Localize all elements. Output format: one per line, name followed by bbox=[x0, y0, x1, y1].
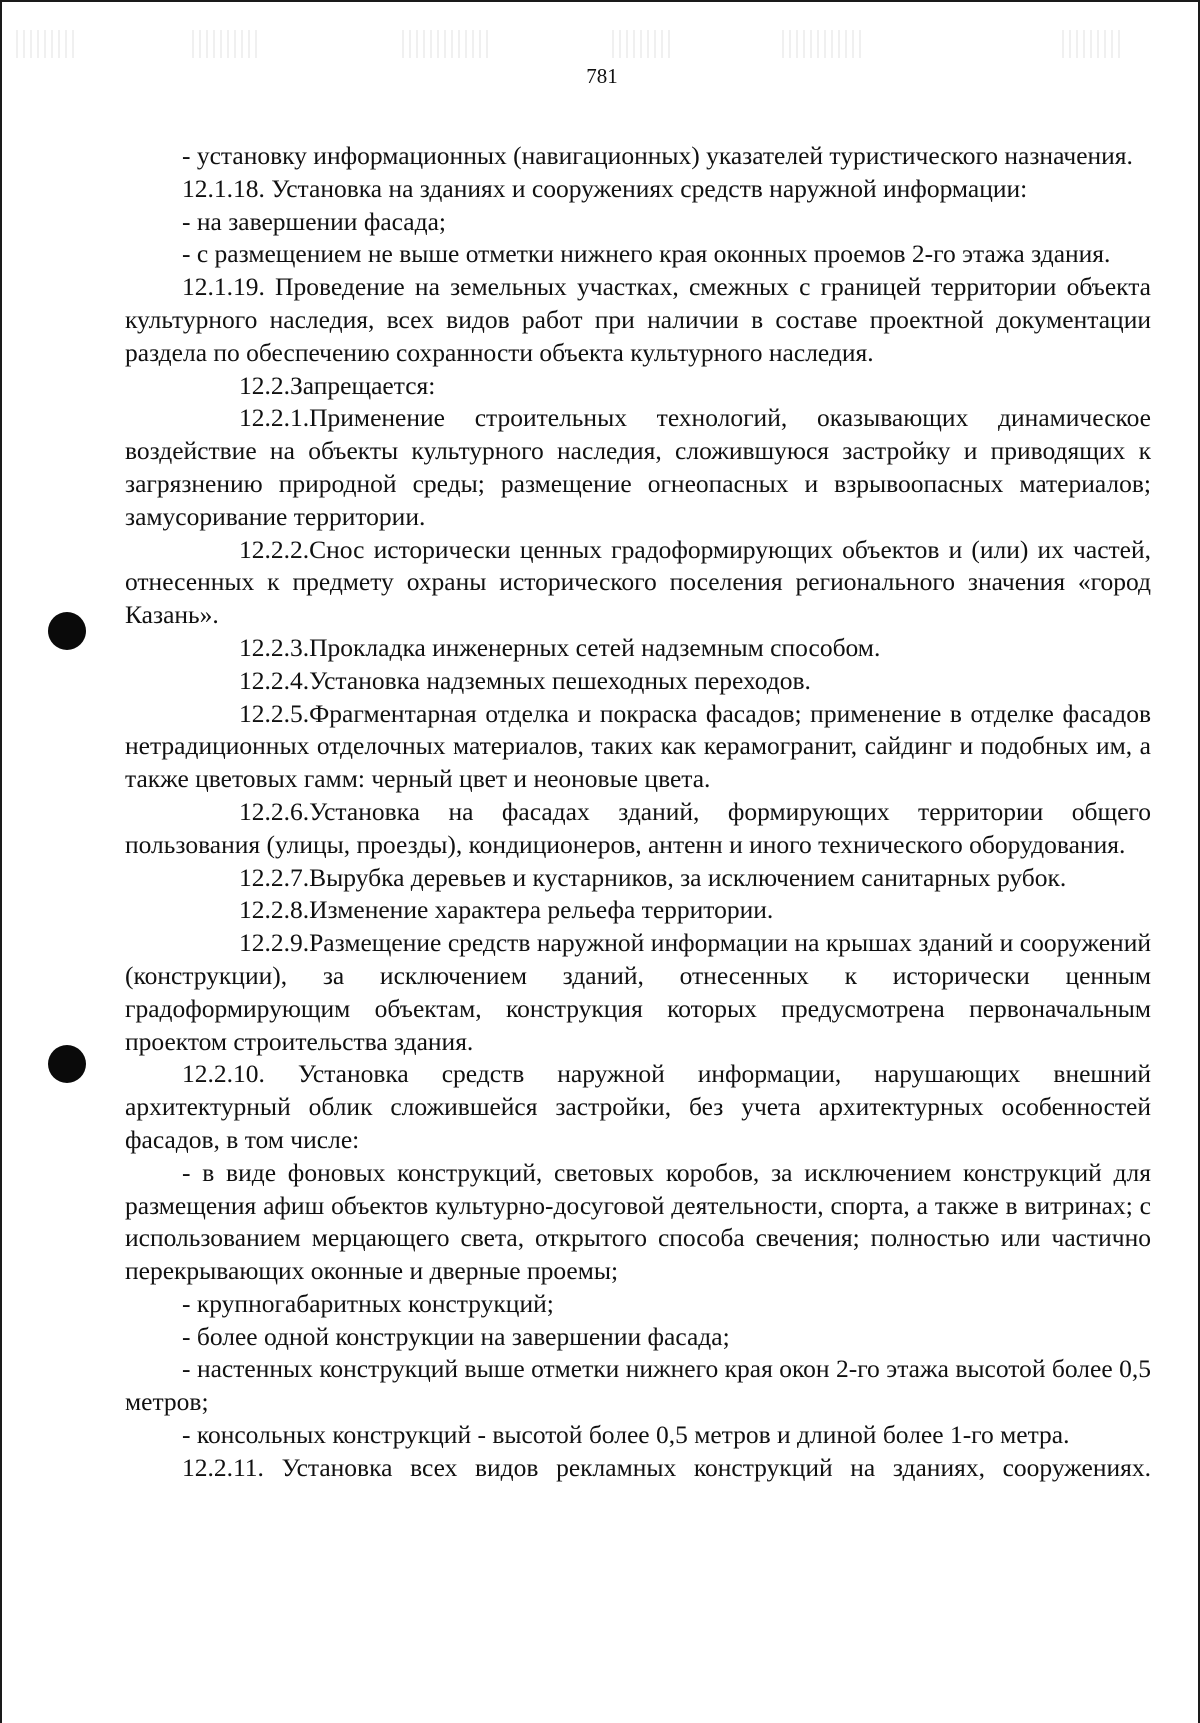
paragraph-text: Фрагментарная отделка и покраска фасадов; применение в отделке фасадов нетрадиционных отделочных материалов, таких как керамогранит, сайдинг и подобных им, а также цветовых гамм: черный цвет и неоновые цвета. bbox=[125, 698, 1151, 794]
scan-noise bbox=[192, 30, 262, 58]
clause-number: 12.2.7. bbox=[239, 862, 310, 892]
paragraph bbox=[125, 1321, 1151, 1354]
clause-number: 12.2. bbox=[239, 370, 290, 400]
punch-hole bbox=[48, 1045, 86, 1083]
paragraph bbox=[125, 370, 1151, 403]
page-number: 781 bbox=[586, 64, 618, 88]
paragraph-text: - крупногабаритных конструкций; bbox=[182, 1288, 554, 1318]
paragraph-text: - на завершении фасада; bbox=[182, 206, 446, 236]
clause-number: 12.2.4. bbox=[239, 665, 310, 695]
clause-number: 12.2.1. bbox=[239, 403, 310, 433]
paragraph-text: - консольных конструкций - высотой более 0,5 метров и длиной более 1-го метра. bbox=[182, 1420, 1070, 1450]
paragraph bbox=[125, 140, 1151, 173]
paragraph-text: 12.2.11. Установка всех видов рекламных конструкций на зданиях, сооружениях. bbox=[182, 1452, 1151, 1482]
paragraph bbox=[125, 894, 1151, 927]
scan-noise bbox=[16, 30, 76, 58]
paragraph-text: Снос исторически ценных градоформирующих объектов и (или) их частей, отнесенных к предмету охраны исторического поселения регионального значения «город Казань». bbox=[125, 534, 1151, 630]
paragraph-text: Вырубка деревьев и кустарников, за исключением санитарных рубок. bbox=[309, 862, 1067, 892]
paragraph-text: Прокладка инженерных сетей надземным способом. bbox=[309, 632, 881, 662]
paragraph-text: Установка надземных пешеходных переходов. bbox=[309, 665, 811, 695]
clause-number: 12.2.2. bbox=[239, 534, 310, 564]
paragraph bbox=[125, 1353, 1151, 1419]
paragraph-text: - более одной конструкции на завершении фасада; bbox=[182, 1321, 730, 1351]
scan-noise bbox=[1062, 30, 1122, 58]
paragraph bbox=[125, 238, 1151, 271]
paragraph bbox=[125, 534, 1151, 632]
paragraph-text: 12.1.18. Установка на зданиях и сооружениях средств наружной информации: bbox=[182, 173, 1028, 203]
paragraph bbox=[125, 796, 1151, 862]
paragraph bbox=[125, 632, 1151, 665]
paragraph-text: Установка на фасадах зданий, формирующих территории общего пользования (улицы, проезды), кондиционеров, антенн и иного технического оборудования. bbox=[125, 796, 1151, 859]
paragraph bbox=[125, 271, 1151, 369]
paragraph bbox=[125, 1058, 1151, 1156]
paragraph-text: - в виде фоновых конструкций, световых коробов, за исключением конструкций для размещения афиш объектов культурно-досуговой деятельности, спорта, а также в витринах; с использованием мерцающего света, открытого способа свечения; полностью или частично перекрывающих оконные и дверные проемы; bbox=[125, 1157, 1151, 1286]
paragraph-text: 12.1.19. Проведение на земельных участках, смежных с границей территории объекта культурного наследия, всех видов работ при наличии в составе проектной документации раздела по обеспечению сохранности объекта культурного наследия. bbox=[125, 272, 1151, 367]
document-body bbox=[125, 140, 1151, 1485]
clause-number: 12.2.3. bbox=[239, 632, 310, 662]
paragraph bbox=[125, 1452, 1151, 1485]
paragraph bbox=[125, 173, 1151, 206]
paragraph bbox=[125, 1419, 1151, 1452]
paragraph bbox=[125, 665, 1151, 698]
scan-noise bbox=[612, 30, 672, 58]
paragraph bbox=[125, 698, 1151, 796]
paragraph bbox=[125, 1157, 1151, 1288]
paragraph-text: Запрещается: bbox=[290, 370, 436, 400]
paragraph bbox=[125, 927, 1151, 1058]
punch-hole bbox=[48, 612, 86, 650]
clause-number: 12.2.5. bbox=[239, 698, 310, 728]
clause-number: 12.2.9. bbox=[239, 928, 310, 958]
clause-number: 12.2.8. bbox=[239, 895, 310, 925]
paragraph-text: Размещение средств наружной информации на крышах зданий и сооружений (конструкции), за исключением зданий, отнесенных к исторически ценным градоформирующим объектам, конструкция которых предусмотрена первоначальным проектом строительства здания. bbox=[125, 928, 1151, 1056]
paragraph bbox=[125, 1288, 1151, 1321]
scan-noise bbox=[402, 30, 492, 58]
clause-number: 12.2.6. bbox=[239, 796, 310, 826]
paragraph-text: Изменение характера рельефа территории. bbox=[309, 895, 774, 925]
paragraph bbox=[125, 206, 1151, 239]
paragraph-text: Применение строительных технологий, оказывающих динамическое воздействие на объекты культурного наследия, сложившуюся застройку и приводящих к загрязнению природной среды; размещение огнеопасных и взрывоопасных материалов; замусоривание территории. bbox=[125, 403, 1151, 531]
paragraph bbox=[125, 862, 1151, 895]
paragraph-text: 12.2.10. Установка средств наружной информации, нарушающих внешний архитектурный облик сложившейся застройки, без учета архитектурных особенностей фасадов, в том числе: bbox=[125, 1059, 1151, 1154]
paragraph-text: - настенных конструкций выше отметки нижнего края окон 2-го этажа высотой более 0,5 метров; bbox=[125, 1354, 1151, 1417]
paragraph-text: - установку информационных (навигационных) указателей туристического назначения. bbox=[182, 141, 1133, 170]
scan-noise bbox=[782, 30, 862, 58]
paragraph-text: - с размещением не выше отметки нижнего края оконных проемов 2-го этажа здания. bbox=[182, 239, 1111, 269]
paragraph bbox=[125, 402, 1151, 533]
